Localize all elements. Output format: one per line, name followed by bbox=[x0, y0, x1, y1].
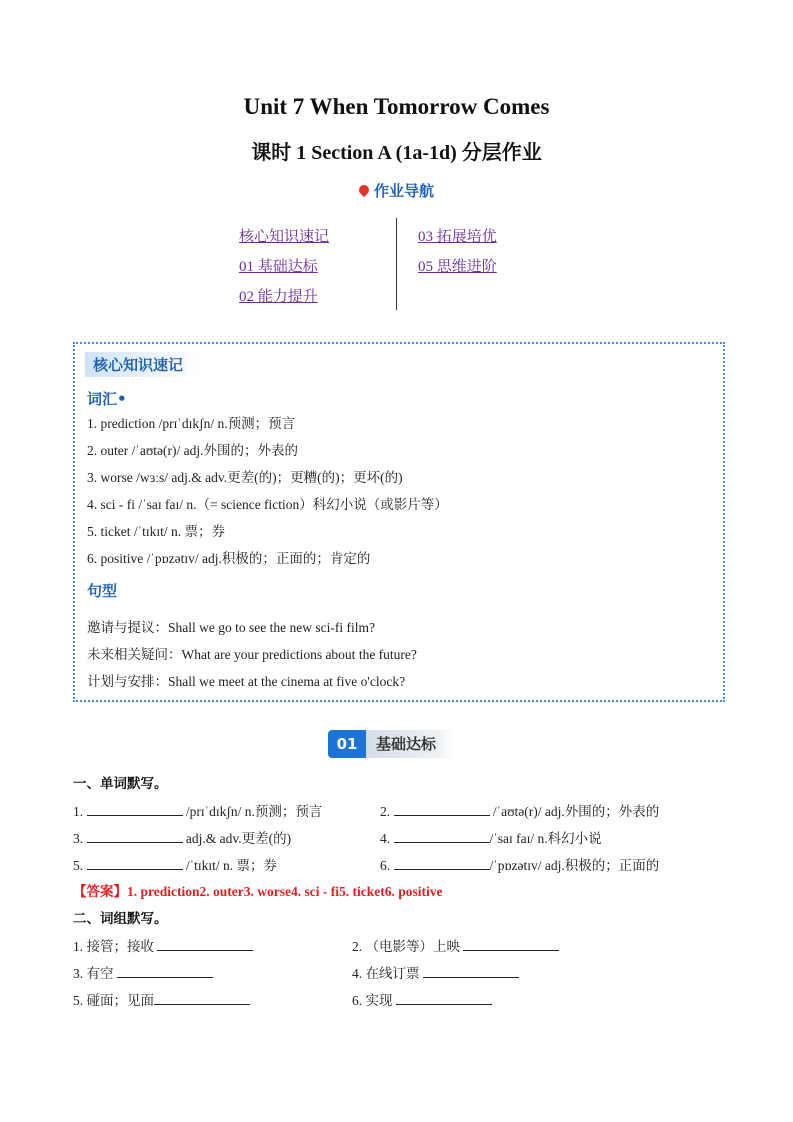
vocab-item: 1. prediction /prɪˈdɪkʃn/ n.预测；预言 bbox=[87, 416, 296, 431]
nav-link-02-ability[interactable]: 02 能力提升 bbox=[239, 289, 318, 305]
homework-navigation-heading bbox=[0, 180, 793, 201]
question-2-heading: 二、词组默写。 bbox=[73, 911, 168, 927]
pattern-heading: 句型 bbox=[87, 582, 118, 600]
nav-divider bbox=[396, 218, 397, 310]
item-text: /prɪˈdɪkʃn/ n.预测；预言 bbox=[182, 804, 323, 819]
nav-right-column bbox=[418, 222, 497, 282]
core-knowledge-heading: 核心知识速记 bbox=[85, 352, 199, 377]
phrase-dictation-item bbox=[352, 935, 559, 955]
answer-blank[interactable] bbox=[394, 803, 490, 816]
vocab-item: 5. ticket /ˈtɪkɪt/ n. 票；券 bbox=[87, 524, 225, 539]
answer-blank[interactable] bbox=[396, 992, 492, 1005]
item-text: adj.& adv.更差(的) bbox=[182, 831, 292, 846]
answer-blank[interactable] bbox=[87, 830, 183, 843]
vocab-item: 3. worse /wɜːs/ adj.& adv.更差(的)；更糟(的)；更坏(的) bbox=[87, 470, 403, 485]
item-number: 1. bbox=[73, 804, 87, 819]
phrase-dictation-item bbox=[352, 989, 492, 1009]
word-dictation-item bbox=[380, 854, 659, 874]
answer-blank[interactable] bbox=[463, 938, 559, 951]
item-number: 3. bbox=[73, 831, 87, 846]
item-text: /ˈaʊtə(r)/ adj.外围的；外表的 bbox=[489, 804, 660, 819]
nav-link-03-extension[interactable]: 03 拓展培优 bbox=[418, 229, 497, 245]
answer-blank[interactable] bbox=[394, 830, 490, 843]
word-dictation-item bbox=[73, 827, 291, 847]
item-text: 6. 实现 bbox=[352, 993, 396, 1008]
answer-blank[interactable] bbox=[394, 857, 490, 870]
vocab-item: 4. sci - fi /ˈsaɪ faɪ/ n.（= science fiction）科幻小说（或影片等） bbox=[87, 497, 448, 512]
answer-key: 【答案】1. prediction2. outer3. worse4. sci - fi5. ticket6. positive bbox=[73, 884, 443, 899]
pattern-item: 计划与安排：Shall we meet at the cinema at five o'clock? bbox=[87, 674, 406, 689]
location-pin-icon bbox=[357, 183, 371, 197]
vocab-item: 6. positive /ˈpɒzətɪv/ adj.积极的；正面的；肯定的 bbox=[87, 551, 371, 566]
answer-blank[interactable] bbox=[87, 857, 183, 870]
nav-link-01-basic[interactable]: 01 基础达标 bbox=[239, 259, 318, 275]
vocab-item: 2. outer /ˈaʊtə(r)/ adj.外围的；外表的 bbox=[87, 443, 298, 458]
item-number: 5. bbox=[73, 858, 87, 873]
section-01-badge bbox=[328, 730, 452, 758]
vocab-heading: 词汇• bbox=[87, 390, 127, 408]
pattern-item: 未来相关疑问：What are your predictions about the future? bbox=[87, 647, 417, 662]
item-text: 2. （电影等）上映 bbox=[352, 939, 464, 954]
item-text: 3. 有空 bbox=[73, 966, 117, 981]
item-number: 4. bbox=[380, 831, 394, 846]
phrase-dictation-item bbox=[73, 989, 250, 1009]
phrase-dictation-item bbox=[73, 962, 213, 982]
document-subtitle: 课时 1 Section A (1a-1d) 分层作业 bbox=[251, 142, 542, 164]
nav-left-column bbox=[239, 222, 329, 312]
item-text: 5. 碰面；见面 bbox=[73, 993, 154, 1008]
answer-blank[interactable] bbox=[117, 965, 213, 978]
item-number: 2. bbox=[380, 804, 394, 819]
document-title: Unit 7 When Tomorrow Comes bbox=[243, 94, 550, 119]
answer-blank[interactable] bbox=[157, 938, 253, 951]
item-number: 6. bbox=[380, 858, 394, 873]
word-dictation-item bbox=[380, 800, 659, 820]
word-dictation-item bbox=[73, 800, 322, 820]
phrase-dictation-item bbox=[73, 935, 253, 955]
nav-link-core-knowledge[interactable]: 核心知识速记 bbox=[239, 229, 330, 245]
nav-heading-text: 作业导航 bbox=[373, 182, 434, 200]
answer-blank[interactable] bbox=[423, 965, 519, 978]
item-text: /ˈsaɪ faɪ/ n.科幻小说 bbox=[489, 831, 602, 846]
answer-blank[interactable] bbox=[154, 992, 250, 1005]
section-name: 基础达标 bbox=[366, 730, 452, 758]
item-text: 4. 在线订票 bbox=[352, 966, 423, 981]
section-number: 01 bbox=[328, 730, 366, 758]
question-1-heading: 一、单词默写。 bbox=[73, 776, 168, 792]
phrase-dictation-item bbox=[352, 962, 519, 982]
item-text: 1. 接管；接收 bbox=[73, 939, 158, 954]
item-text: /ˈpɒzətɪv/ adj.积极的；正面的 bbox=[489, 858, 660, 873]
word-dictation-item bbox=[380, 827, 602, 847]
pattern-item: 邀请与提议：Shall we go to see the new sci-fi film? bbox=[87, 620, 375, 635]
word-dictation-item bbox=[73, 854, 277, 874]
nav-link-05-thinking[interactable]: 05 思维进阶 bbox=[418, 259, 497, 275]
answer-blank[interactable] bbox=[87, 803, 183, 816]
core-knowledge-box bbox=[73, 342, 725, 702]
item-text: /ˈtɪkɪt/ n. 票；券 bbox=[182, 858, 277, 873]
